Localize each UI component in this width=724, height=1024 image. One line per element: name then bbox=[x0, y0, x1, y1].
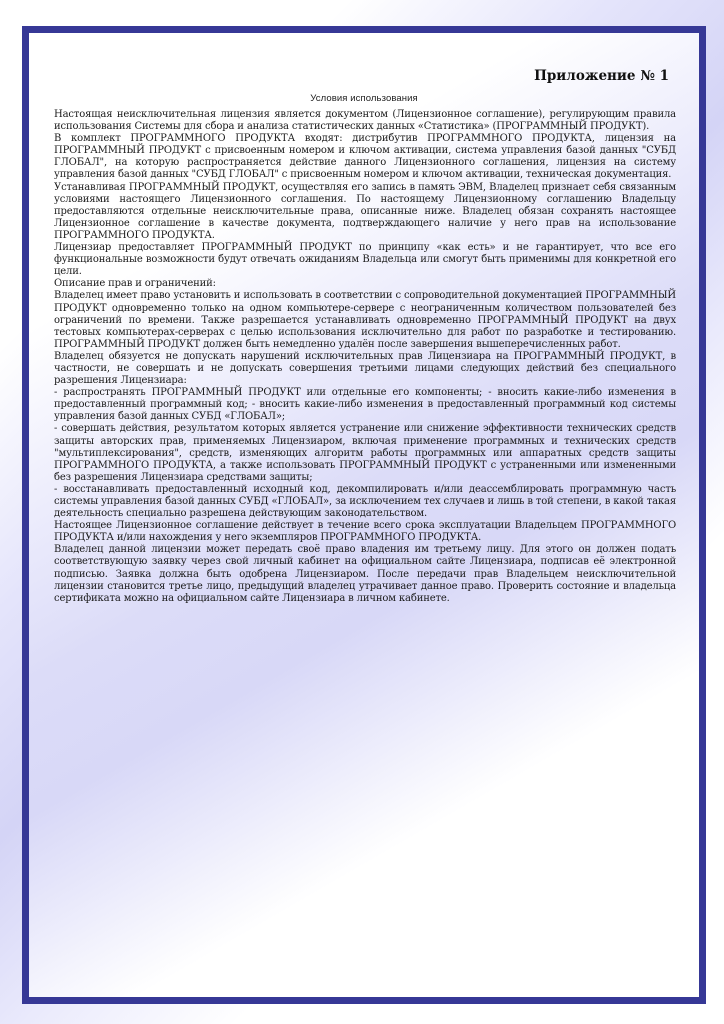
paragraph-usage-rights: Владелец имеет право установить и использовать в соответствии с сопроводительной документацией ПРОГРАММНЫЙ ПРОДУКТ одновременно только на одном компьютере-сервере с неограниченным количеством пользователей без ограничений по времени. Также разрешается устанавливать одновременно ПРОГРАММНЫЙ ПРОДУКТ на двух тестовых компьютерах-серверах с целью использования исключительно для работ по разработке и тестированию. ПРОГРАММНЫЙ ПРОДУКТ должен быть немедленно удалён после завершения вышеперечисленных работ. bbox=[54, 290, 676, 350]
paragraph-term: Настоящее Лицензионное соглашение действует в течение всего срока эксплуатации Владельцем ПРОГРАММНОГО ПРОДУКТА и/или нахождения у него экземпляров ПРОГРАММНОГО ПРОДУКТА. bbox=[54, 520, 676, 544]
paragraph-license-definition: Настоящая неисключительная лицензия является документом (Лицензионное соглашение), регулирующим правила использования Системы для сбора и анализа статистических данных «Статистика» (ПРОГРАММНЫЙ ПРОДУКТ). bbox=[54, 109, 676, 133]
document-title: Условия использования bbox=[310, 93, 418, 104]
paragraph-restriction-protection: - совершать действия, результатом которых является устранение или снижение эффективности технических средств защиты авторских прав, применяемых Лицензиаром, включая применение программных и технических средств "мультиплексирования", средств, изменяющих алгоритм работы программных или аппаратных средств защиты ПРОГРАММНОГО ПРОДУКТА, а также использовать ПРОГРАММНЫЙ ПРОДУКТ с устраненными или измененными без разрешения Лицензиара средствами защиты; bbox=[54, 423, 676, 483]
paragraph-as-is: Лицензиар предоставляет ПРОГРАММНЫЙ ПРОДУКТ по принципу «как есть» и не гарантирует, что все его функциональные возможности будут отвечать ожиданиям Владельца или смогут быть применимы для конкретной его цели. bbox=[54, 242, 676, 278]
paragraph-rights-heading: Описание прав и ограничений: bbox=[54, 278, 216, 290]
document-frame bbox=[22, 26, 706, 1004]
paragraph-transfer: Владелец данной лицензии может передать своё право владения им третьему лицу. Для этого он должен подать соответствующую заявку через свой личный кабинет на официальном сайте Лицензиара, подписав её электронной подписью. Заявка должна быть одобрена Лицензиаром. После передачи прав Владельцем неисключительной лицензии становится третье лицо, предыдущий владелец утрачивает данное право. Проверить состояние и владельца сертификата можно на официальном сайте Лицензиара в личном кабинете. bbox=[54, 544, 676, 604]
paragraph-installation-acceptance: Устанавливая ПРОГРАММНЫЙ ПРОДУКТ, осуществляя его запись в память ЭВМ, Владелец признает себя связанным условиями настоящего Лицензионного соглашения. По настоящему Лицензионному соглашению Владельцу предоставляются отдельные неисключительные права, описанные ниже. Владелец обязан сохранять настоящее Лицензионное соглашение в качестве документа, подтверждающего наличие у него прав на использование ПРОГРАММНОГО ПРОДУКТА. bbox=[54, 181, 676, 241]
paragraph-obligations: Владелец обязуется не допускать нарушений исключительных прав Лицензиара на ПРОГРАММНЫЙ ПРОДУКТ, в частности, не совершать и не допускать совершения третьими лицами следующих действий без специального разрешения Лицензиара: bbox=[54, 350, 676, 387]
paragraph-restriction-decompile: - восстанавливать предоставленный исходный код, декомпилировать и/или деассемблировать программную часть системы управления базой данных СУБД «ГЛОБАЛ», за исключением тех случаев и лишь в той степени, в какой такая деятельность специально разрешена действующим законодательством. bbox=[54, 483, 676, 520]
paragraph-package-contents: В комплект ПРОГРАММНОГО ПРОДУКТА входят: дистрибутив ПРОГРАММНОГО ПРОДУКТА, лицензия на ПРОГРАММНЫЙ ПРОДУКТ с присвоенным номером и ключом активации, система управления базой данных "СУБД ГЛОБАЛ", на которую распространяется действие данного Лицензионного соглашения, лицензия на систему управления базой данных "СУБД ГЛОБАЛ" с присвоенным номером и ключом активации, техническая документация. bbox=[54, 133, 676, 181]
appendix-label: Приложение № 1 bbox=[534, 68, 669, 84]
document-body bbox=[54, 109, 676, 605]
paragraph-restriction-distribution: - распространять ПРОГРАММНЫЙ ПРОДУКТ или отдельные его компоненты; - вносить какие-либо изменения в предоставленный программный код; - вносить какие-либо изменения в предоставленный программный код системы управления базой данных СУБД «ГЛОБАЛ»; bbox=[54, 387, 676, 423]
